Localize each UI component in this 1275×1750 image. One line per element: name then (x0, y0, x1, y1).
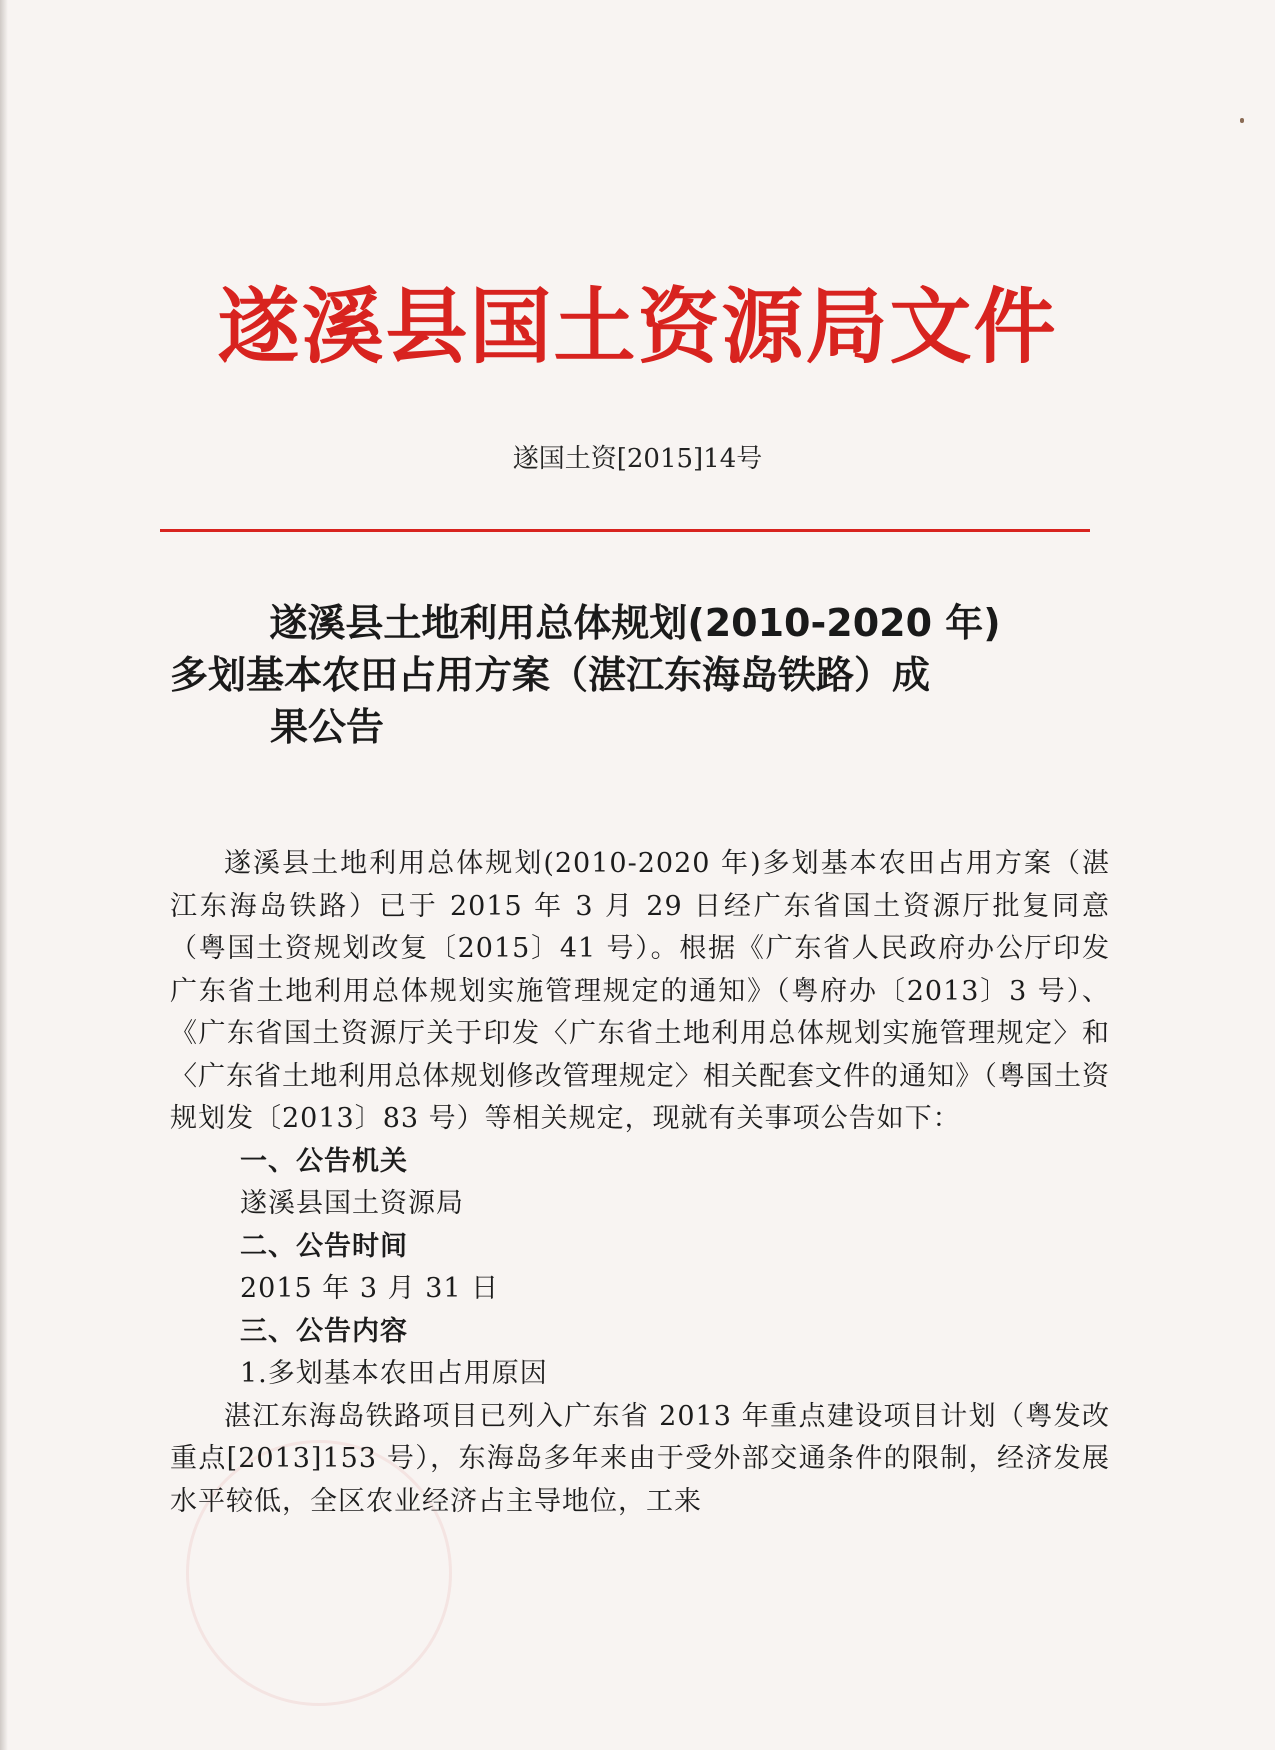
red-divider-line (160, 529, 1090, 532)
section-1-text: 遂溪县国土资源局 (240, 1188, 464, 1219)
section-3-heading: 三、公告内容 (240, 1315, 408, 1347)
section-2-heading: 二、公告时间 (240, 1230, 408, 1262)
section-3-subheading: 1.多划基本农田占用原因 (240, 1358, 548, 1389)
section-3-text: 湛江东海岛铁路项目已列入广东省 2013 年重点建设项目计划（粤发改重点[2013]153 号），东海岛多年来由于受外部交通条件的限制，经济发展水平较低，全区农业经济占主导地位，工来 (170, 1400, 1110, 1517)
title-line-3: 果公告 (270, 705, 385, 749)
title-line-2: 多划基本农田占用方案（湛江东海岛铁路）成 (170, 653, 931, 697)
paper-speck (1240, 118, 1244, 123)
document-header-title: 遂溪县国土资源局文件 (217, 280, 1058, 375)
intro-paragraph: 遂溪县土地利用总体规划(2010-2020 年)多划基本农田占用方案（湛江东海岛铁路）已于 2015 年 3 月 29 日经广东省国土资源厅批复同意（粤国土资规划改复〔2015〕41 号）。根据《广东省人民政府办公厅印发广东省土地利用总体规划实施管理规定的通知》（粤府办〔2013〕3 号）、《广东省国土资源厅关于印发〈广东省土地利用总体规划实施管理规定〉和〈广东省土地利用总体规划修改管理规定〉相关配套文件的通知》（粤国土资规划发〔2013〕83 号）等相关规定，现就有关事项公告如下： (170, 848, 1110, 1134)
announcement-body (170, 843, 1110, 1523)
section-1-heading: 一、公告机关 (240, 1145, 408, 1177)
section-2-text: 2015 年 3 月 31 日 (240, 1273, 500, 1304)
title-line-1: 遂溪县土地利用总体规划(2010-2020 年) (269, 601, 1001, 645)
announcement-title (170, 597, 1100, 753)
document-number: 遂国土资[2015]14号 (512, 444, 763, 474)
